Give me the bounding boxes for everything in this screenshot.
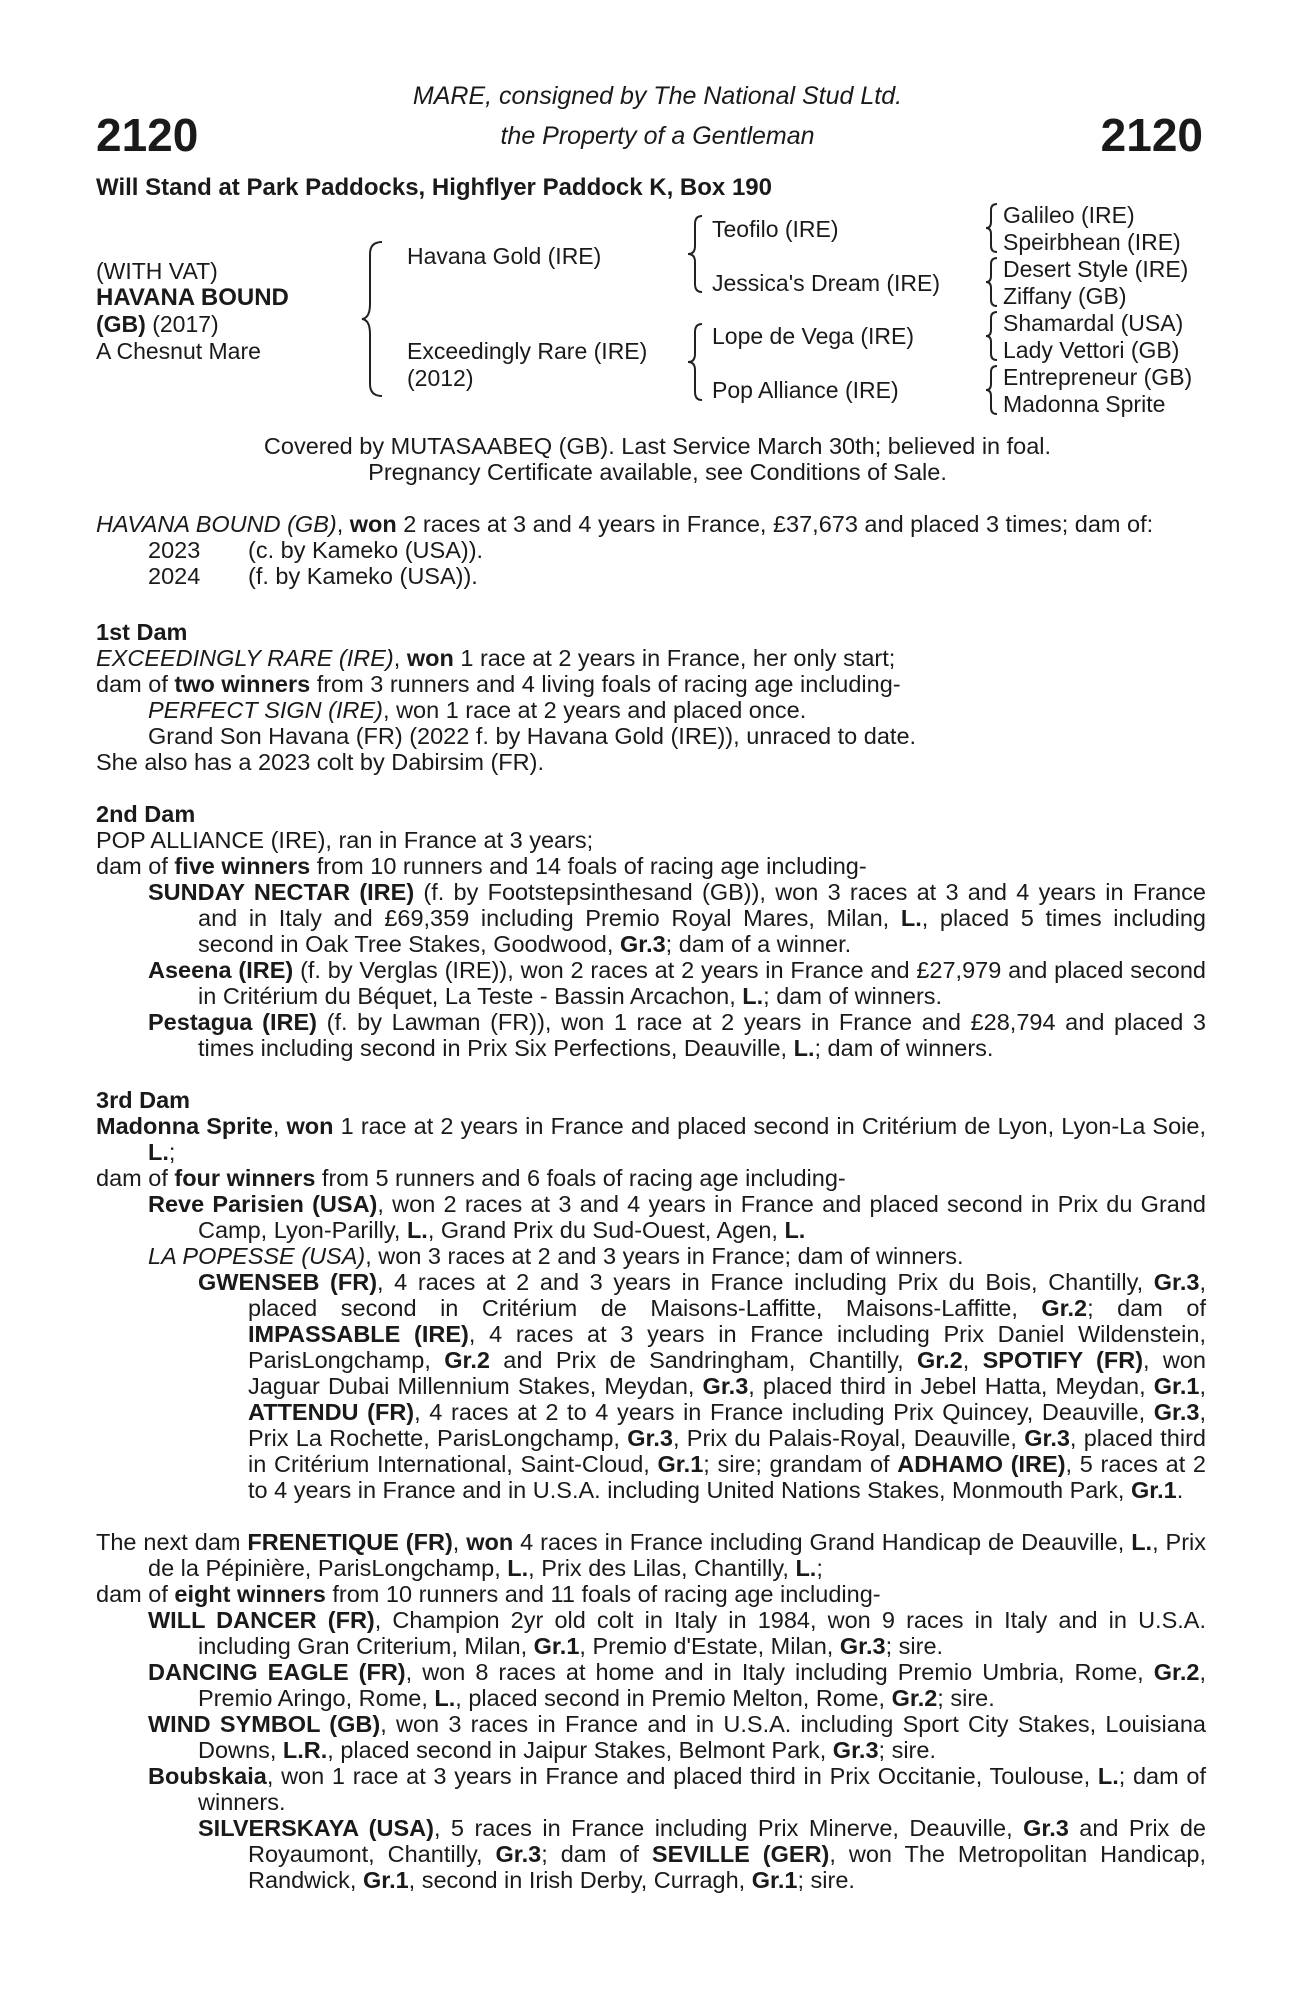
gen3-4: Ziffany (GB) [1003,283,1127,309]
boubskaia: Boubskaia, won 1 race at 3 years in France and placed third in Prix Occitanie, Toulouse, L.; dam of winners. [148,1763,1207,1815]
sire-parents-brace [686,214,706,294]
first-dam-produce: dam of two winners from 3 runners and 4 living foals of racing age including- [96,671,901,697]
horse-country: (GB) [96,311,146,337]
wind-symbol: WIND SYMBOL (GB), won 3 races in France and in U.S.A. including Sport City Stakes, Louisiana Downs, L.R., placed second in Jaipur Stakes, Belmont Park, Gr.3; sire. [148,1711,1206,1763]
covered-line-2: Pregnancy Certificate available, see Conditions of Sale. [368,459,947,485]
intro-paragraph: HAVANA BOUND (GB), won 2 races at 3 and 4 years in France, £37,673 and placed 3 times; dam of: [96,511,1154,537]
dam-sire: Lope de Vega (IRE) [712,323,915,349]
third-dam-produce: dam of four winners from 5 runners and 6 foals of racing age including- [96,1165,846,1191]
gwenseb: GWENSEB (FR), 4 races at 2 and 3 years in France including Prix du Bois, Chantilly, Gr.3, placed second in Critérium de Maisons-Laffitte, Maisons-Laffitte, Gr.2; dam of IMPASSABLE (IRE), 4 races at 3 years in France including Prix Daniel Wildenstein, ParisLongchamp, Gr.2 and Prix de Sandringham, Chantilly, Gr.2, SPOTIFY (FR), won Jaguar Dubai Millennium Stakes, Meydan, Gr.3, placed third in Jebel Hatta, Meydan, Gr.1, ATTENDU (FR), 4 races at 2 to 4 years in France including Prix Quincey, Deauville, Gr.3, Prix La Rochette, ParisLongchamp, Gr.3, Prix du Palais-Royal, Deauville, Gr.3, placed third in Critérium International, Saint-Cloud, Gr.1; sire; grandam of ADHAMO (IRE), 5 races at 2 to 4 years in France and in U.S.A. including United Nations Stakes, Monmouth Park, Gr.1. [198,1269,1207,1503]
sire-dam-brace [360,240,390,398]
silverskaya: SILVERSKAYA (USA), 5 races in France including Prix Minerve, Deauville, Gr.3 and Prix de Royaumont, Chantilly, Gr.3; dam of SEVILLE (GER), won The Metropolitan Handicap, Randwick, Gr.1, second in Irish Derby, Curragh, Gr.1; sire. [198,1815,1206,1893]
sire-sire: Teofilo (IRE) [712,216,839,242]
also-has: She also has a 2023 colt by Dabirsim (FR). [96,749,544,775]
gen3-5: Shamardal (USA) [1003,310,1184,336]
gen3-brace-1 [984,202,1000,254]
property-line: the Property of a Gentleman [500,122,815,150]
sire-dam: Jessica's Dream (IRE) [712,270,941,296]
catalogue-body [96,511,1206,1893]
will-dancer: WILL DANCER (FR), Champion 2yr old colt in Italy in 1984, won 9 races in Italy and in U.S.A. including Gran Criterium, Milan, Gr.1, Premio d'Estate, Milan, Gr.3; sire. [148,1607,1206,1659]
foal-2024: 2024 (f. by Kameko (USA)). [148,563,478,589]
foal-2023: 2023 (c. by Kameko (USA)). [148,537,484,563]
first-dam-heading: 1st Dam [96,619,188,645]
pestagua: Pestagua (IRE) (f. by Lawman (FR)), won 1 race at 2 years in France and £28,794 and placed 3 times including second in Prix Six Perfections, Deauville, L.; dam of winners. [148,1009,1206,1061]
la-popesse: LA POPESSE (USA), won 3 races at 2 and 3 years in France; dam of winners. [148,1243,964,1269]
horse-year: (2017) [145,311,219,337]
gen3-brace-4 [984,364,1000,416]
dam-dam: Pop Alliance (IRE) [712,377,899,403]
lot-number-right: 2120 [1100,109,1203,161]
gen3-1: Galileo (IRE) [1003,202,1135,228]
first-dam-line: EXCEEDINGLY RARE (IRE), won 1 race at 2 years in France, her only start; [96,645,896,671]
covered-line-1: Covered by MUTASAABEQ (GB). Last Service March 30th; believed in foal. [263,433,1052,459]
gen3-8: Madonna Sprite [1003,391,1166,417]
next-dam-produce: dam of eight winners from 10 runners and 11 foals of racing age including- [96,1581,881,1607]
gen3-2: Speirbhean (IRE) [1003,229,1181,255]
lot-number-left: 2120 [96,109,199,161]
reve-parisien: Reve Parisien (USA), won 2 races at 3 and 4 years in France and placed second in Prix du Grand Camp, Lyon-Parilly, L., Grand Prix du Sud-Ouest, Agen, L. [148,1191,1206,1243]
sire: Havana Gold (IRE) [407,243,602,269]
covered-note [0,433,1315,485]
gen3-brace-3 [984,310,1000,362]
gen3-6: Lady Vettori (GB) [1003,337,1180,363]
stand-location: Will Stand at Park Paddocks, Highflyer Paddock K, Box 190 [96,174,772,201]
next-dam-line: The next dam FRENETIQUE (FR), won 4 races in France including Grand Handicap de Deauville, L., Prix de la Pépinière, ParisLongchamp, L., Prix des Lilas, Chantilly, L.; [96,1529,1207,1581]
horse-description: A Chesnut Mare [96,338,261,364]
dancing-eagle: DANCING EAGLE (FR), won 8 races at home and in Italy including Premio Umbria, Rome, Gr.2, Premio Aringo, Rome, L., placed second in Premio Melton, Rome, Gr.2; sire. [148,1659,1206,1711]
third-dam-heading: 3rd Dam [96,1087,191,1113]
dam-year: (2012) [407,365,474,391]
second-dam-heading: 2nd Dam [96,801,196,827]
second-dam-produce: dam of five winners from 10 runners and 14 foals of racing age including- [96,853,867,879]
vat-label: (WITH VAT) [96,258,218,284]
grand-son-havana: Grand Son Havana (FR) (2022 f. by Havana Gold (IRE)), unraced to date. [148,723,917,749]
gen3-brace-2 [984,256,1000,308]
perfect-sign: PERFECT SIGN (IRE), won 1 race at 2 years and placed once. [148,697,807,723]
dam-parents-brace [686,322,706,402]
aseena: Aseena (IRE) (f. by Verglas (IRE)), won 2 races at 2 years in France and £27,979 and placed second in Critérium du Béquet, La Teste - Bassin Arcachon, L.; dam of winners. [148,957,1206,1009]
dam: Exceedingly Rare (IRE) [407,338,648,364]
gen3-3: Desert Style (IRE) [1003,256,1189,282]
third-dam-line: Madonna Sprite, won 1 race at 2 years in France and placed second in Critérium de Lyon, Lyon-La Soie, L.; [96,1113,1206,1165]
horse-country-year [96,311,219,338]
second-dam-line: POP ALLIANCE (IRE), ran in France at 3 years; [96,827,594,853]
horse-name: HAVANA BOUND [96,284,289,311]
sunday-nectar: SUNDAY NECTAR (IRE) (f. by Footstepsinthesand (GB)), won 3 races at 3 and 4 years in France and in Italy and £69,359 including Premio Royal Mares, Milan, L., placed 5 times including second in Oak Tree Stakes, Goodwood, Gr.3; dam of a winner. [148,879,1207,957]
consignor-line: MARE, consigned by The National Stud Ltd. [412,82,903,110]
gen3-7: Entrepreneur (GB) [1003,364,1193,390]
